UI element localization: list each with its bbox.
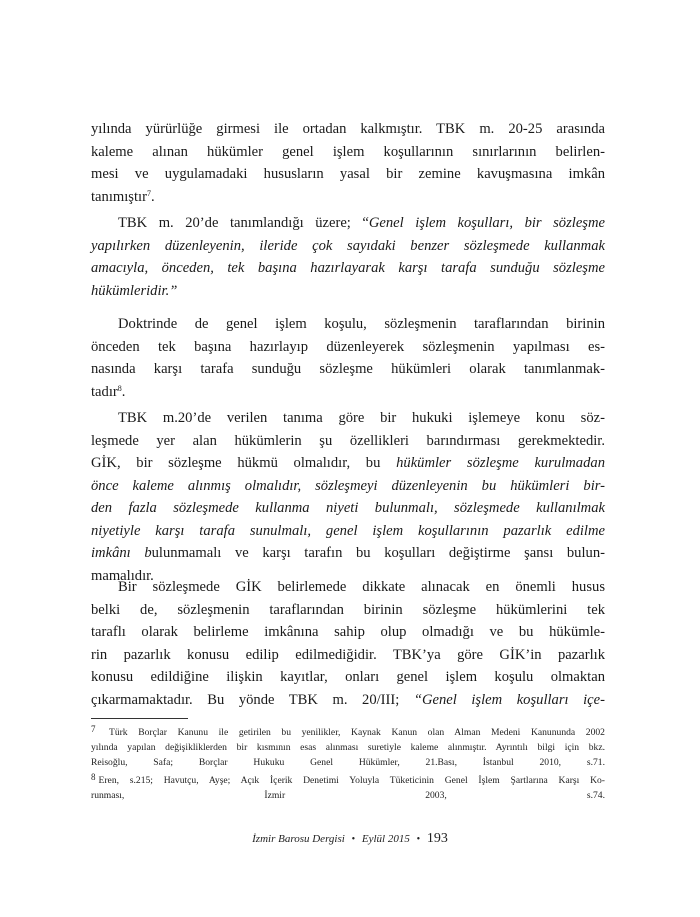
paragraph-4	[91, 407, 605, 587]
quote-line: amacıyla, önceden, tek başına hazırlayarak karşı tarafa sunduğu sözleşme	[91, 260, 605, 276]
journal-name: İzmir Barosu Dergisi	[252, 833, 345, 845]
text-line: rin pazarlık konusu edilip edilmediğidir. TBK’ya göre GİK’in pazarlık	[91, 646, 605, 663]
text-fragment: .	[150, 188, 155, 205]
text-line: taraflı olarak belirleme imkânına sahip olup olmadığı ve bu hükümle-	[91, 624, 605, 640]
text-fragment: TBK m. 20’de tanımlandığı üzere; “	[118, 215, 369, 231]
footnote-line	[91, 770, 605, 788]
text-line	[91, 381, 605, 404]
footnote-8	[91, 770, 605, 803]
italic-fragment: “Genel işlem koşulları içe-	[413, 691, 605, 708]
text-line: Doktrinde de genel işlem koşulu, sözleşmenin taraflarından birinin	[118, 316, 605, 332]
footnote-line: runması, İzmir 2003, s.74.	[91, 790, 605, 801]
paragraph-2	[91, 212, 605, 302]
paragraph-1	[91, 118, 605, 208]
quote-fragment: Genel işlem koşulları, bir sözleşme	[368, 215, 606, 231]
text-line	[91, 542, 605, 565]
text-fragment: tanımıştır	[91, 188, 147, 205]
text-line	[91, 689, 605, 712]
text-fragment: .	[121, 383, 126, 400]
text-line: TBK m.20’de verilen tanıma göre bir hukuki işlemeye konu söz-	[118, 410, 605, 426]
text-line: kaleme alınan hükümler genel işlem koşullarının sınırlarının belirlen-	[91, 143, 605, 160]
text-line: mamalıdır.	[91, 567, 154, 584]
text-line: Bir sözleşmede GİK belirlemede dikkate alınacak en önemli husus	[118, 579, 605, 595]
page-footer	[0, 831, 700, 847]
text-fragment: çıkarmamaktadır. Bu yönde TBK m. 20/III;	[91, 691, 414, 708]
paragraph-5	[91, 576, 605, 711]
footnote-divider	[91, 718, 188, 719]
italic-line: önce kaleme alınmış olmalıdır, sözleşmeyi düzenleyenin bu hükümleri bir-	[91, 477, 605, 494]
footnote-ref-8[interactable]: 8	[117, 383, 122, 393]
footnote-number: 8	[91, 772, 96, 782]
text-line: konusu edildiğine ilişkin kayıtlar, onları genel işlem koşulu olmaktan	[91, 669, 605, 685]
paragraph-3	[91, 313, 605, 403]
text-line	[91, 452, 605, 475]
italic-line: niyetiyle karşı tarafa sunulmalı, genel işlem koşullarının pazarlık edilme	[91, 522, 605, 539]
text-line: mesi ve uygulamadaki hususların yasal bir zemine kavuşmasına imkân	[91, 166, 605, 182]
footnote-text: Türk Borçlar Kanunu ile getirilen bu yenilikler, Kaynak Kanun olan Alman Medeni Kanununda 2002	[108, 727, 605, 738]
text-line: yılında yürürlüğe girmesi ile ortadan kalkmıştır. TBK m. 20-25 arasında	[91, 121, 605, 137]
text-line: önceden tek başına hazırlayıp düzenleyerek sözleşmenin yapılması es-	[91, 338, 605, 355]
footnote-text: Eren, s.215; Havutçu, Ayşe; Açık İçerik Denetimi Yoluyla Tüketicinin Genel İşlem Şartlarına Karşı Ko-	[98, 775, 605, 786]
separator-dot: •	[416, 834, 421, 845]
footnote-number: 7	[91, 724, 96, 734]
footnote-line	[91, 722, 605, 740]
footnote-ref-7[interactable]: 7	[146, 188, 151, 198]
text-line: nasında karşı tarafa sunduğu sözleşme hükümleri olarak tanımlanmak-	[91, 361, 605, 377]
footnote-line: yılında yapılan değişikliklerden bir kısmının esas alınması suretiyle kaleme alınmıştır. Ayrıntılı bilgi için bkz.	[91, 742, 605, 753]
separator-dot: •	[351, 834, 356, 845]
italic-line: den fazla sözleşmede kullanma niyeti bulunmalı, sözleşmede kullanılmak	[91, 500, 605, 516]
italic-fragment: imkânı b	[91, 545, 152, 561]
footnote-7	[91, 722, 605, 770]
text-line	[91, 186, 605, 209]
text-line: belki de, sözleşmenin taraflarından birinin sözleşme hükümlerini tek	[91, 601, 605, 618]
text-fragment: ulunmamalı ve karşı tarafın bu koşulları değiştirme şansı bulun-	[151, 545, 605, 561]
text-fragment: GİK, bir sözleşme hükmü olmalıdır, bu	[91, 455, 397, 471]
text-fragment: tadır	[91, 383, 118, 400]
page-number: 193	[426, 831, 448, 846]
footnote-line: Reisoğlu, Safa; Borçlar Hukuku Genel Hükümler, 21.Bası, İstanbul 2010, s.71.	[91, 757, 605, 768]
quote-line: yapılırken düzenleyenin, ileride çok sayıdaki benzer sözleşmede kullanmak	[91, 237, 605, 254]
quote-line: hükümleridir.”	[91, 282, 178, 299]
italic-fragment: hükümler sözleşme kurulmadan	[396, 455, 605, 471]
text-line: leşmede yer alan hükümlerin şu özellikleri barındırması gerekmektedir.	[91, 432, 605, 449]
issue-date: Eylül 2015	[361, 833, 410, 845]
text-line	[91, 212, 605, 235]
